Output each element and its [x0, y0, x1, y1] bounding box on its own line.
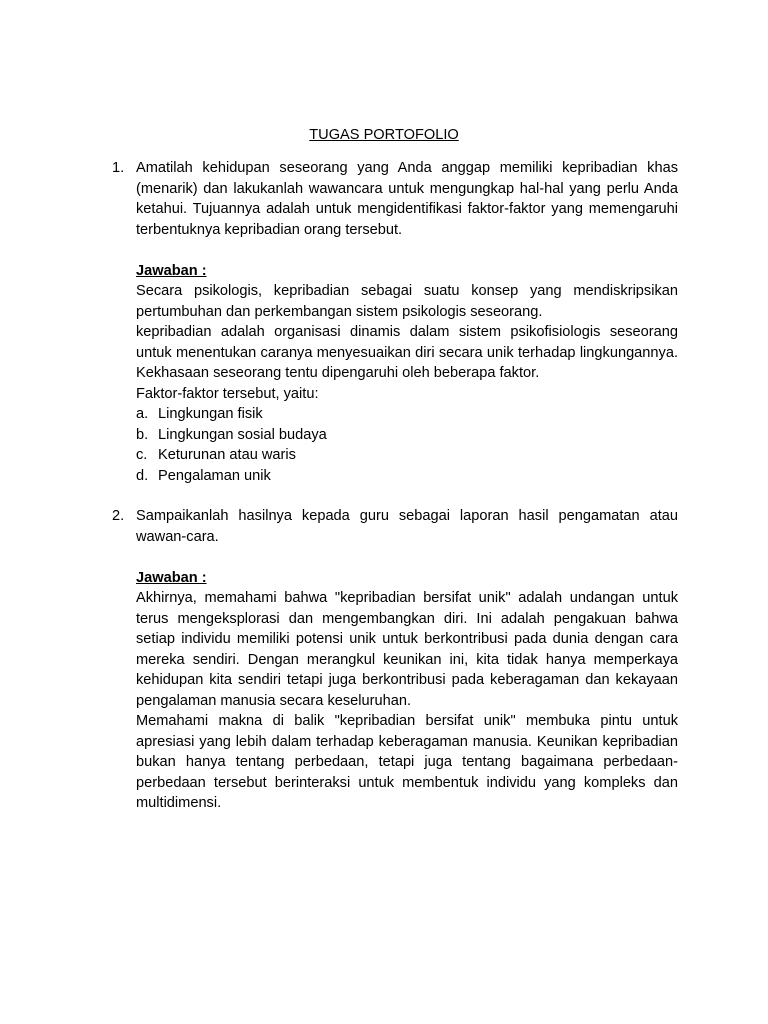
answer-label: Jawaban : [136, 262, 207, 279]
spacer [136, 547, 678, 568]
list-item [136, 425, 678, 446]
question-item-1 [112, 158, 678, 486]
question-text: Amatilah kehidupan seseorang yang Anda anggap memiliki kepribadian khas (menarik) dan lakukanlah wawancara untuk mengungkap hal-hal yang perlu Anda ketahui. Tujuannya adalah untuk mengidentifikasi faktor-faktor yang memengaruhi terbentuknya kepribadian orang tersebut. [136, 160, 678, 238]
answer-paragraph: Memahami makna di balik "kepribadian bersifat unik" membuka pintu untuk apresiasi yang lebih dalam terhadap keberagaman manusia. Keunikan kepribadian bukan hanya tentang perbedaan, tetapi juga tentang bagaimana perbedaan-perbedaan tersebut berinteraksi untuk membentuk individu yang kompleks dan multidimensi. [136, 713, 678, 811]
question-item-2 [112, 506, 678, 814]
spacer [136, 240, 678, 261]
list-item [136, 445, 678, 466]
list-letter: b. [136, 426, 149, 443]
list-text: Pengalaman unik [158, 467, 271, 484]
answer-paragraph: Secara psikologis, kepribadian sebagai suatu konsep yang mendiskripsikan pertumbuhan dan perkembangan sistem psikologis seseorang. [136, 283, 678, 320]
question-number: 2. [112, 508, 125, 524]
question-text: Sampaikanlah hasilnya kepada guru sebagai laporan hasil pengamatan atau wawan-cara. [136, 508, 678, 545]
list-text: Lingkungan sosial budaya [158, 426, 327, 443]
question-number: 1. [112, 160, 125, 176]
list-item [136, 466, 678, 487]
list-letter: a. [136, 406, 149, 422]
answer-paragraph: kepribadian adalah organisasi dinamis dalam sistem psikofisiologis seseorang untuk menentukan caranya menyesuaikan diri secara unik terhadap lingkungannya. Kekhasaan seseorang tentu dipengaruhi oleh beberapa faktor. [136, 324, 678, 381]
list-text: Lingkungan fisik [158, 406, 263, 422]
answer-paragraph: Faktor-faktor tersebut, yaitu: [136, 385, 319, 402]
page-title: TUGAS PORTOFOLIO [309, 127, 459, 143]
question-body [136, 158, 678, 486]
factor-list [136, 404, 678, 486]
answer-label: Jawaban : [136, 569, 207, 586]
list-letter: c. [136, 447, 148, 463]
list-letter: d. [136, 467, 149, 484]
answer-paragraph: Akhirnya, memahami bahwa "kepribadian bersifat unik" adalah undangan untuk terus mengeksplorasi dan mengembangkan diri. Ini adalah pengakuan bahwa setiap individu memiliki potensi unik untuk berkontribusi pada dunia dengan cara mereka sendiri. Dengan merangkul keunikan ini, kita tidak hanya memperkaya kehidupan kita sendiri tetapi juga berkontribusi pada keberagaman dan kekayaan pengalaman manusia secara keseluruhan. [136, 590, 678, 709]
list-text: Keturunan atau waris [158, 447, 296, 463]
question-body [136, 506, 678, 814]
list-item [136, 404, 678, 425]
